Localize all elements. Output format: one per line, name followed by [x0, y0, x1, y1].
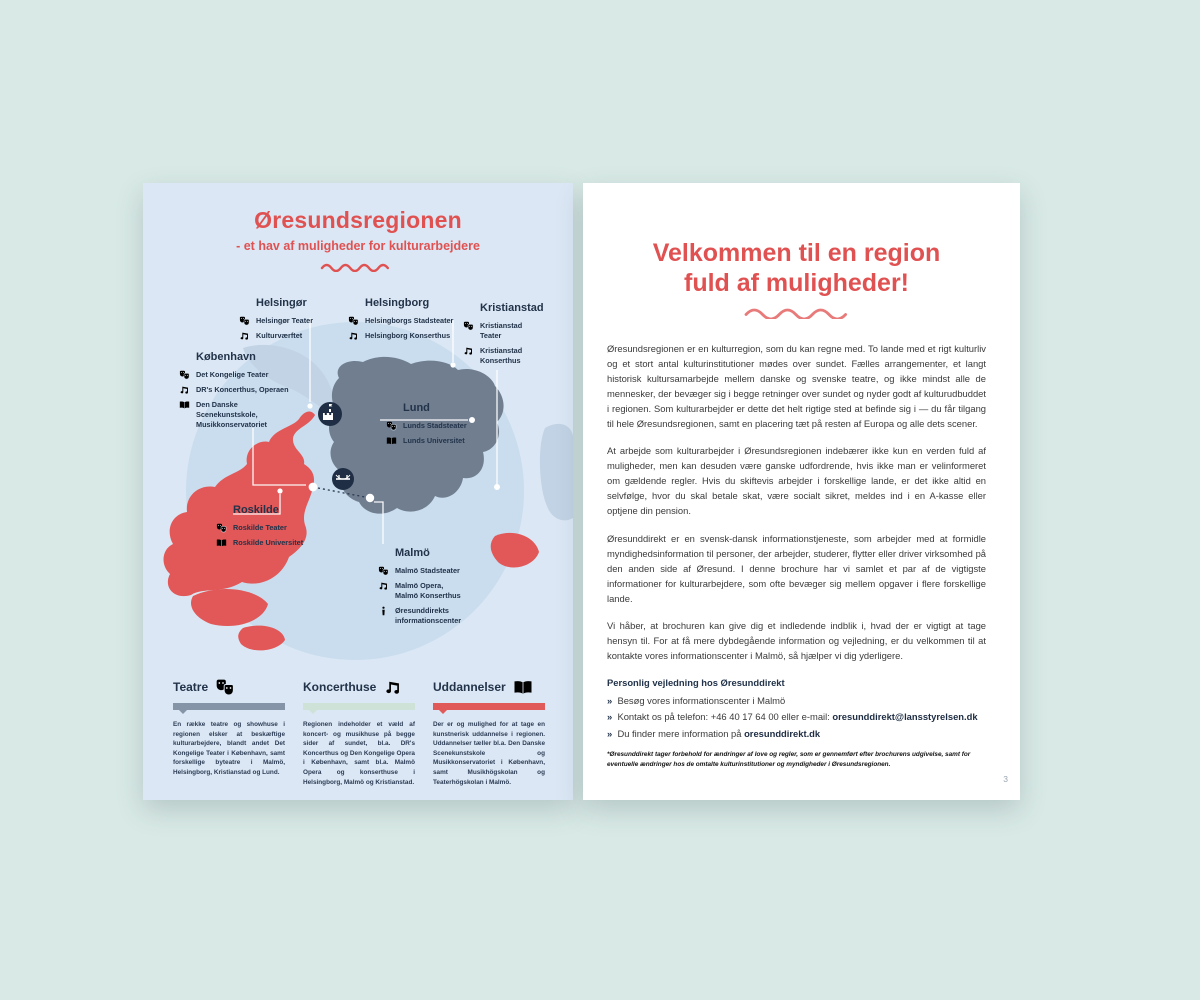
entry-label: Roskilde Teater [233, 523, 287, 532]
legend-title: Koncerthuse [303, 680, 377, 694]
city-name: Roskilde [233, 504, 279, 516]
email-link[interactable]: oresunddirekt@lansstyrelsen.dk [832, 711, 978, 723]
legend-educations [433, 677, 545, 787]
map-dot-kristianstad [494, 484, 500, 490]
body-text [607, 341, 986, 663]
map-legend [173, 677, 545, 787]
castle-icon [318, 402, 342, 426]
map-dot-kobenhavn [309, 483, 318, 492]
map-entry [463, 346, 525, 366]
entry-label: Lunds Universitet [403, 436, 465, 445]
city-name: Lund [403, 402, 430, 414]
map-entry [378, 606, 462, 626]
map-dot-roskilde [277, 488, 282, 493]
music-note-icon [239, 331, 250, 341]
coast-silhouette-east [540, 424, 573, 521]
entry-label: Det Kongelige Teater [196, 370, 269, 379]
legend-concert-houses [303, 677, 415, 787]
paragraph-oresunddirekt: Øresunddirekt er en svensk-dansk informationstjeneste, som arbejder med at formidle myndighedsinformation til personer, der arbejder, studerer, flytter eller driver virksomhed på den anden side af Øresund. I denne brochure har vi samlet et par af de vigtigste informationer for kulturarbejdere, som ofte bevæger sig mellem opgaver i flere forskellige lande. [607, 532, 986, 604]
map-city-kobenhavn [179, 351, 321, 435]
contact-item-website: » Du finder mere information på oresunddirekt.dk [607, 726, 986, 742]
open-book-icon [513, 679, 533, 696]
theater-masks-icon [215, 679, 235, 696]
map-city-helsingor [239, 297, 313, 346]
entry-label: Kristianstad Konserthus [480, 345, 523, 365]
city-name: Kristianstad [480, 302, 544, 314]
map-entry [386, 436, 467, 446]
map-entry [348, 331, 453, 341]
music-note-icon [383, 679, 403, 696]
map-entry [463, 321, 525, 341]
music-note-icon [179, 385, 190, 395]
map-entry [378, 566, 486, 576]
welcome-title [607, 239, 986, 319]
city-name: København [196, 351, 256, 363]
entry-label: Lunds Stadsteater [403, 421, 467, 430]
paragraph-intro: Øresundsregionen er en kulturregion, som du kan regne med. To lande med et rigt kulturliv og et stort antal kulturinstitutioner mødes over sundet. Fælles arrangementer, et langt historisk kultursamarbejde mellem danske og svenske teatre, og ikke mindst alle de mennesker, der bevæger sig i begge retninger over sundet og nyder godt af kulturudbuddet i regionen. Som kulturarbejder er dette det helt rigtige sted at befinde sig i — du får tilgang til hele Øresundsregionen, samt en placering tæt på resten af Europa og alle dets scener. [607, 343, 986, 430]
map-dot-lund [469, 417, 475, 423]
map-city-malmo [378, 547, 486, 630]
map-dot-helsingborg [450, 362, 455, 367]
music-note-icon [378, 581, 389, 591]
page-title: Øresundsregionen [254, 207, 462, 233]
theater-masks-icon [463, 321, 474, 331]
legend-text: Regionen indeholder et væld af koncert- og musikhuse på begge sider af sundet, bl.a. DR's Koncerthus og Den Kongelige Opera i København, samt bl.a. Malmö Opera og konserthuse i Helsingborg, Malmö og Kristianstad. [303, 721, 415, 786]
open-book-icon [179, 400, 190, 410]
contact-list [607, 693, 986, 742]
entry-label: Kristianstad Teater [480, 321, 523, 340]
bridge-icon [332, 468, 354, 490]
entry-label: Den Danske Scenekunstskole, Musikkonservatoriet [196, 400, 267, 429]
legend-theatres [173, 677, 285, 787]
theater-masks-icon [378, 566, 389, 576]
music-note-icon [348, 331, 359, 341]
city-name: Malmö [395, 547, 430, 559]
contact-item-visit: » Besøg vores informationscenter i Malmö [607, 693, 986, 709]
map-city-lund [386, 402, 467, 451]
map-entry [386, 421, 467, 431]
map-entry [216, 523, 303, 533]
entry-label: Helsingør Teater [256, 316, 314, 325]
info-sign-icon [378, 606, 389, 616]
welcome-title-line2: fuld af muligheder! [684, 268, 909, 297]
open-book-icon [386, 436, 397, 446]
map-city-roskilde [216, 504, 303, 553]
contact-item-phone-email: » Kontakt os på telefon: +46 40 17 64 00 eller e-mail: oresunddirekt@lansstyrelsen.dk [607, 709, 986, 725]
entry-label: Malmö Stadsteater [395, 566, 460, 575]
entry-label: Roskilde Universitet [233, 538, 304, 547]
map-entry [239, 316, 313, 326]
website-link[interactable]: oresunddirekt.dk [744, 727, 821, 739]
entry-label: Helsingborgs Stadsteater [365, 316, 454, 325]
legend-text: Der er og mulighed for at tage en kunstnerisk uddannelse i regionen. Uddannelser tæller bl.a. Den Danske Scenekunstskole og Musikkonservatoriet i København, samt Musikhögskolan og Teaterhögskolan i Malmö. [433, 721, 545, 786]
welcome-title-line1: Velkommen til en region [652, 239, 941, 267]
legend-bar [303, 703, 415, 710]
city-name: Helsingør [256, 297, 307, 309]
theater-masks-icon [348, 316, 359, 326]
page-subtitle: - et hav af muligheder for kulturarbejdere [236, 239, 480, 253]
left-page-header [143, 207, 573, 272]
map-entry [179, 370, 321, 380]
contact-section [607, 677, 986, 742]
map-city-helsingborg [348, 297, 453, 346]
theater-masks-icon [179, 370, 190, 380]
legend-title: Teatre [173, 680, 209, 694]
wave-divider [320, 261, 396, 272]
brochure-left-page [143, 183, 573, 800]
disclaimer-footnote: *Øresunddirekt tager forbehold for ændringer af love og regler, som er gennemført efter brochurens udgivelse, samt for eventuelle ændringer hos de omtalte kulturinstitutioner og myndigheder i Øresundsregionen. [607, 751, 971, 769]
legend-text: En række teatre og showhuse i regionen elsker at beskæftige kulturarbejdere, blandt andet Det Kongelige Teater i København, samt forskellige byteatre i Malmö, Helsingborg, Kristianstad og Lund. [173, 721, 285, 777]
map-dot-malmo [366, 494, 374, 502]
map-entry [179, 385, 321, 395]
open-book-icon [216, 538, 227, 548]
brochure-right-page [583, 183, 1020, 800]
entry-label: Malmö Opera, Malmö Konserthus [395, 581, 461, 600]
city-name: Helsingborg [365, 297, 430, 309]
map-entry [239, 331, 313, 341]
theater-masks-icon [239, 316, 250, 326]
map-entry [216, 538, 303, 548]
entry-label: Helsingborg Konserthus [365, 331, 451, 340]
entry-label: DR's Koncerthus, Operaen [196, 385, 289, 394]
map-entry [179, 400, 299, 430]
theater-masks-icon [216, 523, 227, 533]
entry-label: Øresunddirekts informationscenter [395, 605, 462, 625]
legend-bar [433, 703, 545, 710]
map-entry [378, 581, 462, 601]
legend-title: Uddannelser [433, 680, 506, 694]
entry-label: Kulturværftet [256, 331, 303, 340]
music-note-icon [463, 346, 474, 356]
paragraph-closing: Vi håber, at brochuren kan give dig et indledende indblik i, hvad der er vigtigt at tage hensyn til. For at få mere dybdegående information og vejledning, er du velkommen til at kontakte vores informationscenter i Malmö, så hjælper vi dig yderligere. [607, 619, 986, 661]
theater-masks-icon [386, 421, 397, 431]
map-entry [348, 316, 453, 326]
paragraph-challenges: At arbejde som kulturarbejder i Øresundsregionen indebærer ikke kun en verden fuld af muligheder, men kan desuden være ganske udfordrende, hvis ikke man er velinformeret om gældende regler. Hvis du skiftevis arbejder i forskellige lande, er det ikke altid en selvfølge, hvor du skal betale skat, være socialt sikret, meldes ind i en A-kasse eller optjene din pension. [607, 445, 986, 517]
map-city-kristianstad [463, 302, 544, 370]
page-number: 3 [1003, 774, 1008, 784]
wave-divider [743, 306, 851, 319]
legend-bar [173, 703, 285, 710]
contact-heading: Personlig vejledning hos Øresunddirekt [607, 676, 785, 688]
